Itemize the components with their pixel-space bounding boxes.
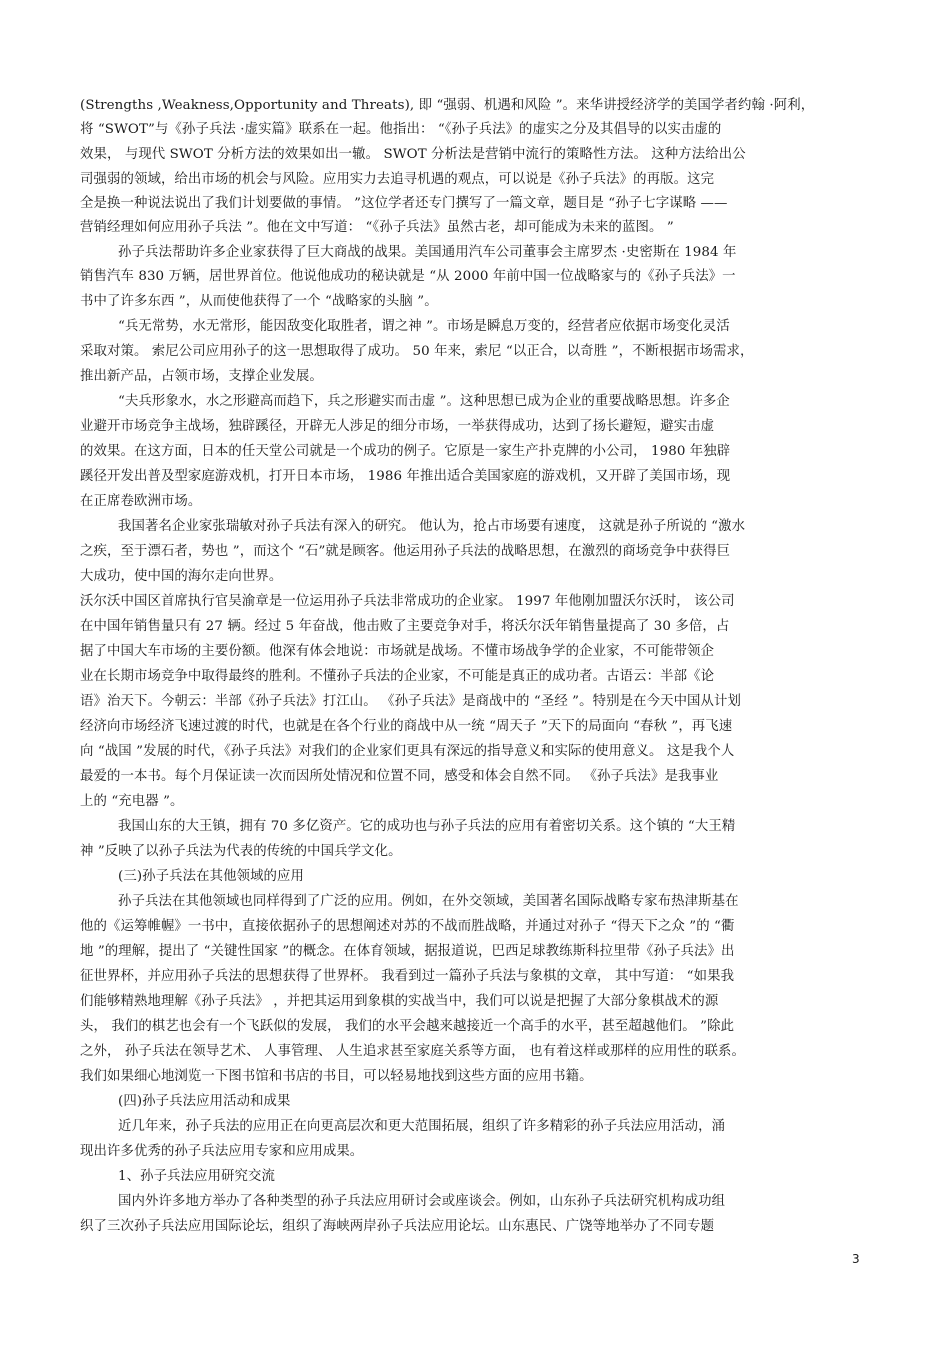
- text-line: 据了中国大车市场的主要份额。他深有体会地说：市场就是战场。不懂市场战争学的企业家，不可能带领企: [80, 644, 715, 659]
- text-line: 营销经理如何应用孙子兵法 ”。他在文中写道： “《孙子兵法》虽然古老，却可能成为未来的蓝图。 ”: [80, 220, 674, 235]
- text-line: 效果， 与现代 SWOT 分析方法的效果如出一辙。 SWOT 分析法是营销中流行的策略性方法。 这种方法给出公: [80, 147, 746, 162]
- text-line: 我国著名企业家张瑞敏对孙子兵法有深入的研究。 他认为，抢占市场要有速度， 这就是孙子所说的 “激水: [118, 519, 746, 534]
- text-line: 将 “SWOT”与《孙子兵法 ·虚实篇》联系在一起。他指出： “《孙子兵法》的虚实之分及其倡导的以实击虚的: [80, 122, 722, 137]
- text-line: 全是换一种说法说出了我们计划要做的事情。 ”这位学者还专门撰写了一篇文章，题目是 “孙子七字谋略 ——: [80, 196, 728, 211]
- text-line: 大成功，使中国的海尔走向世界。: [80, 569, 283, 584]
- text-line: 最爱的一本书。每个月保证读一次而因所处情况和位置不同，感受和体会自然不同。 《孙子兵法》是我事业: [80, 769, 719, 784]
- text-line: 销售汽车 830 万辆，居世界首位。他说他成功的秘诀就是 “从 2000 年前中国一位战略家与的《孙子兵法》一: [80, 269, 736, 284]
- subsection-heading: 1、孙子兵法应用研究交流: [118, 1169, 276, 1184]
- text-line: 司强弱的领域，给出市场的机会与风险。应用实力去追寻机遇的观点，可以说是《孙子兵法》的再版。这完: [80, 172, 715, 187]
- text-line: 织了三次孙子兵法应用国际论坛，组织了海峡两岸孙子兵法应用论坛。山东惠民、广饶等地举办了不同专题: [80, 1219, 715, 1234]
- text-line: (Strengths ,Weakness,Opportunity and Threats), 即 “强弱、机遇和风险 ”。来华讲授经济学的美国学者约翰 ·阿利，: [80, 98, 815, 113]
- text-line: 我们如果细心地浏览一下图书馆和书店的书目，可以轻易地找到这些方面的应用书籍。: [80, 1069, 593, 1084]
- text-line: 他的《运筹帷幄》一书中，直接依据孙子的思想阐述对苏的不战而胜战略，并通过对孙子 “得天下之众 ”的 “衢: [80, 919, 735, 934]
- text-line: 神 ”反映了以孙子兵法为代表的传统的中国兵学文化。: [80, 844, 402, 859]
- text-line: 在正席卷欧洲市场。: [80, 494, 202, 509]
- text-line: 头， 我们的棋艺也会有一个飞跃似的发展， 我们的水平会越来越接近一个高手的水平，甚至超越他们。 ”除此: [80, 1019, 735, 1034]
- text-line: 之外， 孙子兵法在领导艺术、 人事管理、 人生追求甚至家庭关系等方面， 也有着这样或那样的应用性的联系。: [80, 1044, 745, 1059]
- text-line: 经济向市场经济飞速过渡的时代，也就是在各个行业的商战中从一统 “周天子 ”天下的局面向 “春秋 ”，再飞速: [80, 719, 733, 734]
- text-line: 孙子兵法帮助许多企业家获得了巨大商战的战果。美国通用汽车公司董事会主席罗杰 ·史密斯在 1984 年: [118, 245, 737, 260]
- text-line: 推出新产品，占领市场，支撑企业发展。: [80, 369, 323, 384]
- text-line: 业避开市场竞争主战场，独辟蹊径，开辟无人涉足的细分市场，一举获得成功，达到了扬长避短，避实击虚: [80, 419, 715, 434]
- text-line: 书中了许多东西 ”，从而使他获得了一个 “战略家的头脑 ”。: [80, 294, 438, 309]
- text-line: “兵无常势，水无常形，能因敌变化取胜者，谓之神 ”。市场是瞬息万变的，经营者应依据市场变化灵活: [118, 319, 730, 334]
- text-line: 征世界杯，并应用孙子兵法的思想获得了世界杯。 我看到过一篇孙子兵法与象棋的文章， 其中写道： “如果我: [80, 969, 735, 984]
- text-line: 沃尔沃中国区首席执行官吴渝章是一位运用孙子兵法非常成功的企业家。 1997 年他刚加盟沃尔沃时， 该公司: [80, 594, 735, 609]
- text-line: 地 ”的理解，提出了 “关键性国家 ”的概念。在体育领域，据报道说，巴西足球教练斯科拉里带《孙子兵法》出: [80, 944, 735, 959]
- text-line: 现出许多优秀的孙子兵法应用专家和应用成果。: [80, 1144, 364, 1159]
- text-line: 的效果。在这方面，日本的任天堂公司就是一个成功的例子。它原是一家生产扑克牌的小公司， 1980 年独辟: [80, 444, 731, 459]
- text-line: 蹊径开发出普及型家庭游戏机，打开日本市场， 1986 年推出适合美国家庭的游戏机，又开辟了美国市场，现: [80, 469, 731, 484]
- text-line: 向 “战国 ”发展的时代，《孙子兵法》对我们的企业家们更具有深远的指导意义和实际的使用意义。 这是我个人: [80, 744, 735, 759]
- text-line: 业在长期市场竞争中取得最终的胜利。不懂孙子兵法的企业家，不可能是真正的成功者。古语云：半部《论: [80, 669, 715, 684]
- text-line: 语》治天下。今朝云：半部《孙子兵法》打江山。 《孙子兵法》是商战中的 “圣经 ”。特别是在今天中国从计划: [80, 694, 742, 709]
- section-heading: (三)孙子兵法在其他领域的应用: [118, 869, 305, 884]
- text-line: 采取对策。 索尼公司应用孙子的这一思想取得了成功。 50 年来，索尼 “以正合，以奇胜 ”，不断根据市场需求，: [80, 344, 754, 359]
- text-line: 在中国年销售量只有 27 辆。经过 5 年奋战，他击败了主要竞争对手，将沃尔沃年销售量提高了 30 多倍，占: [80, 619, 730, 634]
- text-line: 近几年来，孙子兵法的应用正在向更高层次和更大范围拓展，组织了许多精彩的孙子兵法应用活动，涌: [118, 1119, 726, 1134]
- text-line: 上的 “充电器 ”。: [80, 794, 184, 809]
- text-line: 孙子兵法在其他领域也同样得到了广泛的应用。例如，在外交领域，美国著名国际战略专家布热津斯基在: [118, 894, 739, 909]
- page-number: 3: [852, 1252, 860, 1266]
- text-line: 国内外许多地方举办了各种类型的孙子兵法应用研讨会或座谈会。例如，山东孙子兵法研究机构成功组: [118, 1194, 726, 1209]
- text-line: “夫兵形象水，水之形避高而趋下，兵之形避实而击虚 ”。这种思想已成为企业的重要战略思想。许多企: [118, 394, 730, 409]
- section-heading: (四)孙子兵法应用活动和成果: [118, 1094, 291, 1109]
- text-line: 们能够精熟地理解《孙子兵法》 ，并把其运用到象棋的实战当中，我们可以说是把握了大部分象棋战术的源: [80, 994, 719, 1009]
- text-line: 我国山东的大王镇，拥有 70 多亿资产。它的成功也与孙子兵法的应用有着密切关系。这个镇的 “大王精: [118, 819, 736, 834]
- text-line: 之疾，至于漂石者，势也 ”，而这个 “石”就是顾客。他运用孙子兵法的战略思想，在激烈的商场竞争中获得巨: [80, 544, 731, 559]
